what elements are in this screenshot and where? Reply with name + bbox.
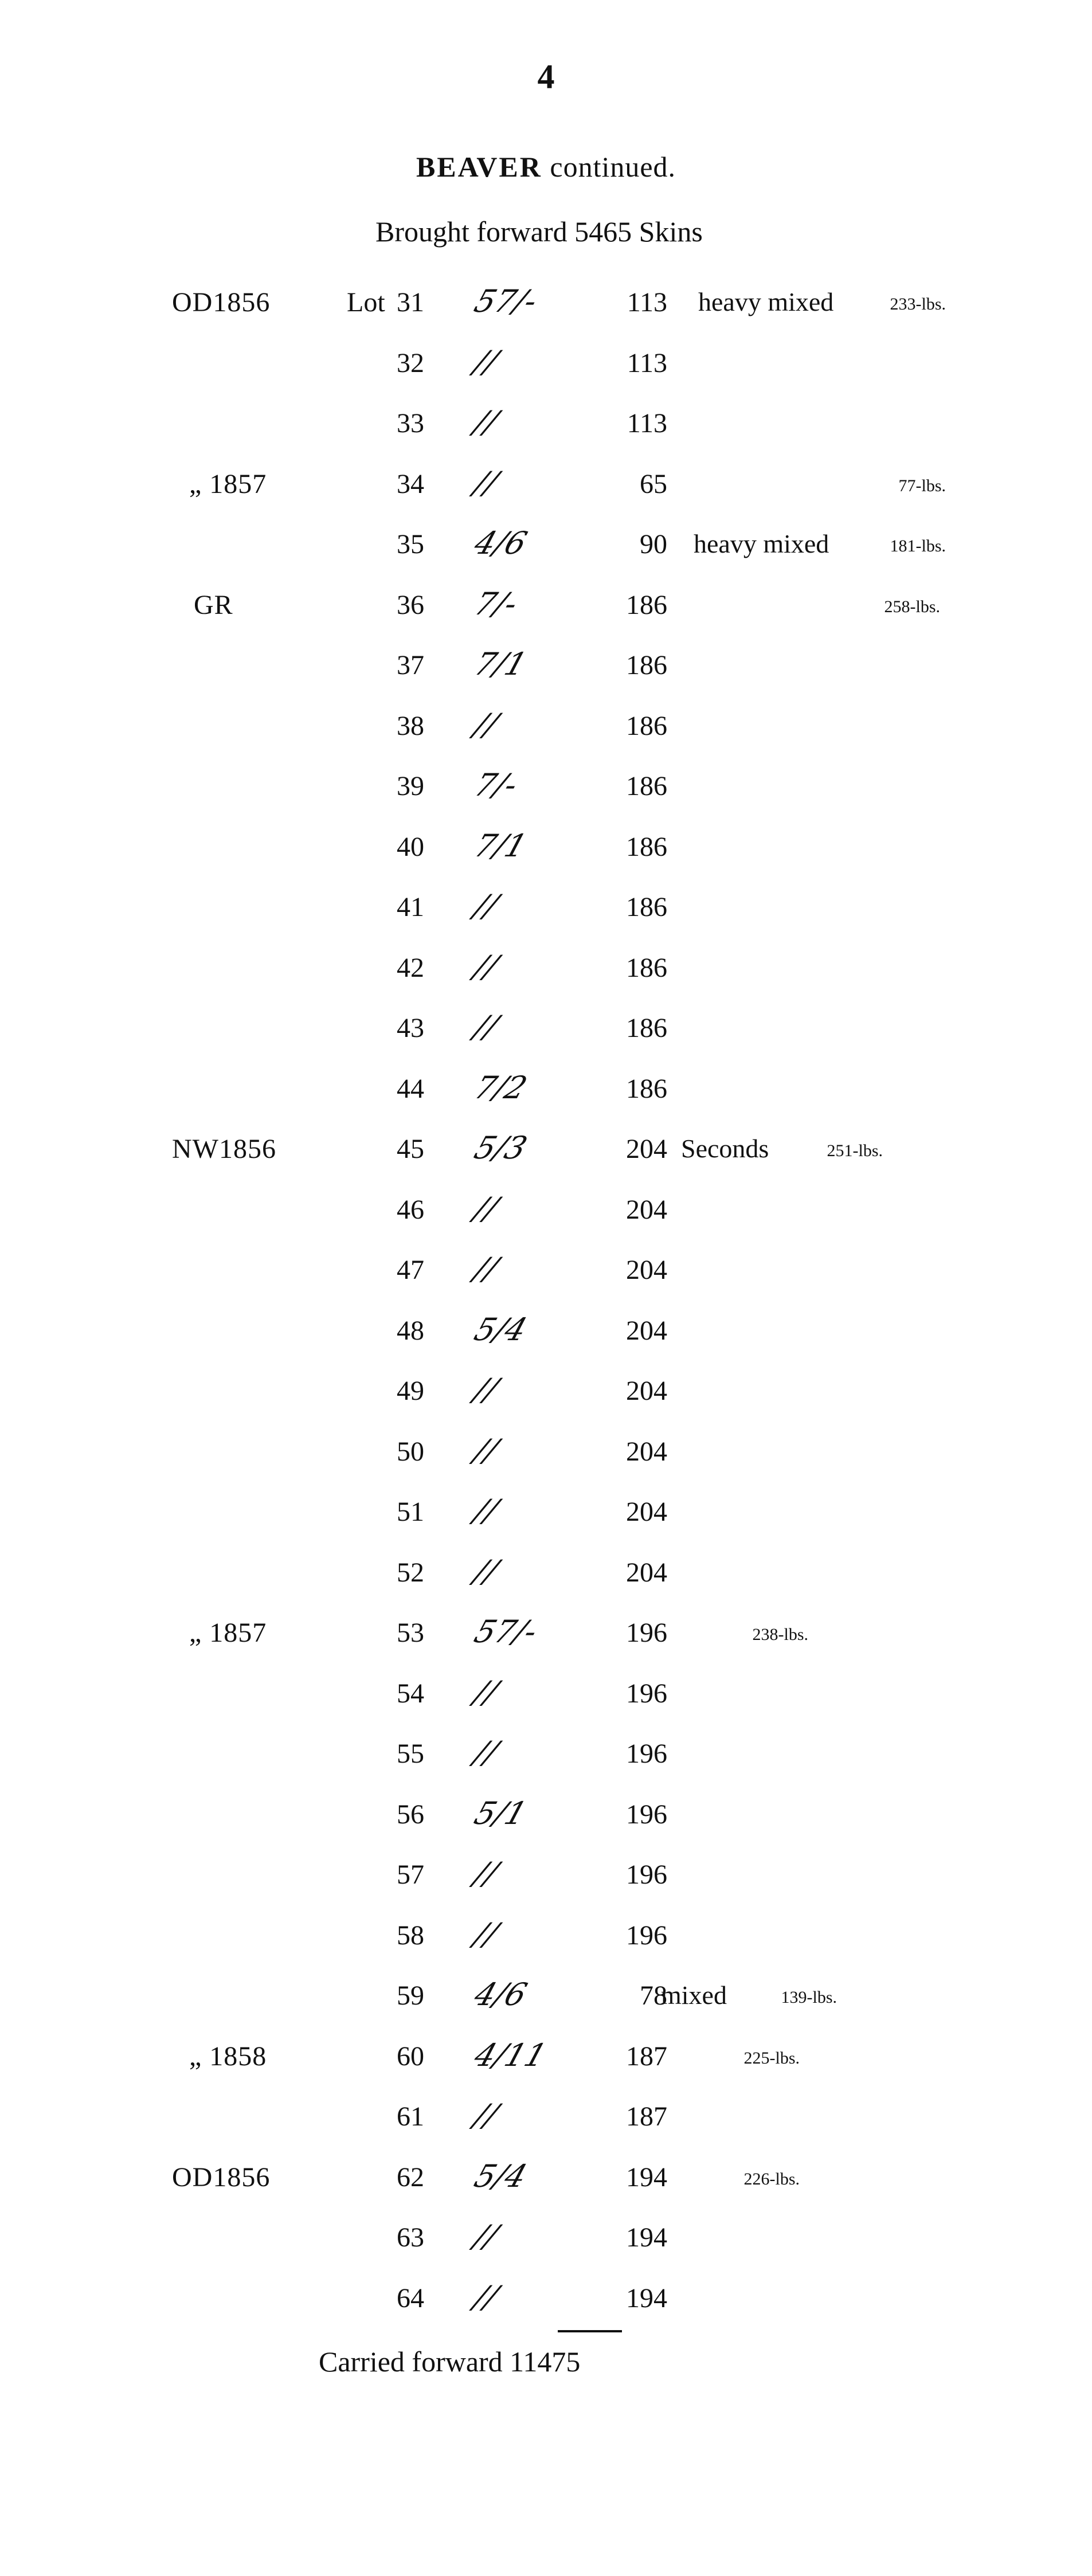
row-lot-number: 53 [397, 1618, 424, 1648]
row-lot-number: 52 [397, 1557, 424, 1588]
row-price-handwritten: // [469, 1553, 503, 1590]
row-weight: 226-lbs. [743, 2170, 800, 2189]
row-price-handwritten: // [469, 888, 503, 924]
row-mark: OD1856 [172, 2162, 271, 2193]
row-weight: 77-lbs. [898, 476, 946, 495]
row-weight: 181-lbs. [890, 537, 946, 555]
row-lot-number: 58 [397, 1920, 424, 1951]
row-skins-count: 186 [626, 650, 667, 680]
ledger-row [0, 1312, 1092, 1355]
ledger-row [0, 1130, 1092, 1173]
ledger-row [0, 1855, 1092, 1899]
row-description: mixed [661, 1980, 727, 2010]
heading-title: BEAVER [416, 151, 542, 183]
row-price-handwritten: 4/6 [469, 1976, 532, 2013]
row-skins-count: 204 [626, 1316, 667, 1346]
row-price-handwritten: 57/- [469, 1614, 542, 1650]
row-price-handwritten: // [469, 344, 503, 380]
row-skins-count: 187 [626, 2041, 667, 2072]
ledger-row [0, 1976, 1092, 2020]
row-lot-number: 37 [397, 650, 424, 680]
row-weight: 139-lbs. [781, 1988, 837, 2007]
ledger-row [0, 1251, 1092, 1294]
row-price-handwritten: // [469, 1916, 503, 1952]
row-lot-number: 63 [397, 2222, 424, 2253]
row-price-handwritten: 7/- [469, 767, 523, 803]
row-skins-count: 196 [626, 1799, 667, 1830]
row-price-handwritten: 7/1 [469, 828, 532, 864]
row-lot-number: 50 [397, 1436, 424, 1467]
ledger-row [0, 707, 1092, 750]
row-price-handwritten: // [469, 949, 503, 985]
row-price-handwritten: // [469, 1372, 503, 1408]
row-price-handwritten: // [469, 2097, 503, 2133]
row-lot-number: 47 [397, 1255, 424, 1285]
ledger-row [0, 646, 1092, 690]
ledger-row [0, 767, 1092, 811]
row-mark: NW1856 [172, 1134, 276, 1164]
ledger-row [0, 2097, 1092, 2141]
row-lot-number: 36 [397, 590, 424, 620]
ledger-row [0, 949, 1092, 992]
ledger-row [0, 1070, 1092, 1113]
row-weight: 238-lbs. [752, 1625, 808, 1644]
ledger-row [0, 2037, 1092, 2081]
row-price-handwritten: // [469, 1735, 503, 1771]
ledger-row [0, 1795, 1092, 1839]
row-price-handwritten: // [469, 1855, 503, 1892]
row-skins-count: 186 [626, 892, 667, 922]
row-skins-count: 196 [626, 1920, 667, 1951]
row-lot-number: 57 [397, 1859, 424, 1890]
ledger-row [0, 2158, 1092, 2202]
row-price-handwritten: 5/3 [469, 1130, 532, 1166]
ledger-row [0, 1432, 1092, 1476]
row-lot-number: 45 [397, 1134, 424, 1164]
row-price-handwritten: 7/1 [469, 646, 532, 682]
row-price-handwritten: 5/1 [469, 1795, 532, 1831]
row-skins-count: 194 [626, 2162, 667, 2193]
row-lot-number: 32 [397, 348, 424, 378]
row-skins-count: 204 [626, 1436, 667, 1467]
row-skins-count: 204 [626, 1557, 667, 1588]
row-price-handwritten: // [469, 2279, 503, 2315]
row-mark: „ 1858 [189, 2041, 267, 2072]
ledger-row [0, 888, 1092, 931]
row-price-handwritten: // [469, 465, 503, 501]
row-skins-count: 186 [626, 771, 667, 801]
row-price-handwritten: // [469, 1009, 503, 1045]
row-skins-count: 196 [626, 1739, 667, 1769]
row-skins-count: 65 [640, 469, 667, 499]
row-skins-count: 204 [626, 1195, 667, 1225]
row-price-handwritten: // [469, 404, 503, 440]
lot-word: Lot [347, 287, 385, 318]
row-lot-number: 56 [397, 1799, 424, 1830]
row-description: Seconds [681, 1134, 769, 1163]
row-skins-count: 194 [626, 2283, 667, 2313]
ledger-row [0, 404, 1092, 448]
ledger-row [0, 1614, 1092, 1657]
row-skins-count: 186 [626, 590, 667, 620]
total-rule [558, 2330, 622, 2332]
carried-forward: Carried forward 11475 [319, 2346, 581, 2378]
row-weight: 225-lbs. [743, 2049, 800, 2068]
row-price-handwritten: // [469, 707, 503, 743]
row-lot-number: 62 [397, 2162, 424, 2193]
row-price-handwritten: 4/6 [469, 525, 532, 561]
row-skins-count: 186 [626, 711, 667, 741]
row-lot-number: 60 [397, 2041, 424, 2072]
row-skins-count: 186 [626, 1013, 667, 1043]
ledger-row [0, 2279, 1092, 2323]
row-skins-count: 90 [640, 529, 667, 559]
row-lot-number: 41 [397, 892, 424, 922]
ledger-row [0, 283, 1092, 327]
row-mark: „ 1857 [189, 1618, 267, 1648]
row-price-handwritten: // [469, 2218, 503, 2254]
ledger-row [0, 525, 1092, 569]
row-skins-count: 196 [626, 1678, 667, 1709]
row-price-handwritten: 7/- [469, 586, 523, 622]
row-skins-count: 186 [626, 1074, 667, 1104]
row-lot-number: 39 [397, 771, 424, 801]
row-lot-number: 43 [397, 1013, 424, 1043]
row-mark: GR [194, 590, 233, 620]
heading-continued: continued. [550, 151, 676, 183]
row-lot-number: 64 [397, 2283, 424, 2313]
ledger-row [0, 1493, 1092, 1536]
row-price-handwritten: // [469, 1251, 503, 1287]
ledger-row [0, 828, 1092, 871]
ledger-row [0, 586, 1092, 629]
ledger-row [0, 1674, 1092, 1718]
row-skins-count: 186 [626, 832, 667, 862]
row-price-handwritten: // [469, 1674, 503, 1710]
row-lot-number: 51 [397, 1497, 424, 1527]
row-lot-number: 38 [397, 711, 424, 741]
row-price-handwritten: // [469, 1432, 503, 1469]
ledger-row [0, 344, 1092, 387]
ledger-row [0, 1191, 1092, 1234]
row-skins-count: 113 [627, 408, 667, 439]
row-lot-number: 33 [397, 408, 424, 439]
row-skins-count: 113 [627, 287, 667, 318]
row-skins-count: 196 [626, 1618, 667, 1648]
ledger-row [0, 1916, 1092, 1960]
row-lot-number: 42 [397, 953, 424, 983]
row-weight: 258-lbs. [884, 597, 940, 616]
row-skins-count: 204 [626, 1376, 667, 1406]
row-mark: OD1856 [172, 287, 271, 318]
row-mark: „ 1857 [189, 469, 267, 499]
row-lot-number: 55 [397, 1739, 424, 1769]
row-lot-number: 61 [397, 2101, 424, 2132]
page-number: 4 [537, 58, 555, 96]
row-price-handwritten: 5/4 [469, 1312, 532, 1348]
row-skins-count: 113 [627, 348, 667, 378]
row-lot-number: 40 [397, 832, 424, 862]
row-skins-count: 187 [626, 2101, 667, 2132]
ledger-row [0, 1735, 1092, 1778]
ledger-row [0, 2218, 1092, 2262]
row-weight: 251-lbs. [827, 1141, 883, 1160]
row-price-handwritten: 57/- [469, 283, 542, 319]
row-lot-number: 54 [397, 1678, 424, 1709]
section-heading [0, 150, 1092, 183]
row-description: heavy mixed [694, 529, 829, 558]
row-weight: 233-lbs. [890, 295, 946, 314]
row-lot-number: 34 [397, 469, 424, 499]
row-skins-count: 78 [640, 1980, 667, 2011]
row-skins-count: 196 [626, 1859, 667, 1890]
ledger-row [0, 1372, 1092, 1415]
ledger-row [0, 1553, 1092, 1597]
row-price-handwritten: // [469, 1191, 503, 1227]
row-price-handwritten: 4/11 [469, 2037, 551, 2073]
row-description: heavy mixed [698, 287, 834, 316]
row-lot-number: 59 [397, 1980, 424, 2011]
ledger-row [0, 1009, 1092, 1052]
row-lot-number: 31 [397, 287, 424, 318]
row-lot-number: 48 [397, 1316, 424, 1346]
row-lot-number: 46 [397, 1195, 424, 1225]
row-skins-count: 194 [626, 2222, 667, 2253]
row-skins-count: 204 [626, 1255, 667, 1285]
brought-forward: Brought forward 5465 Skins [375, 216, 703, 248]
ledger-row [0, 465, 1092, 508]
row-price-handwritten: 7/2 [469, 1070, 532, 1106]
row-lot-number: 49 [397, 1376, 424, 1406]
row-skins-count: 186 [626, 953, 667, 983]
row-price-handwritten: // [469, 1493, 503, 1529]
row-lot-number: 44 [397, 1074, 424, 1104]
row-lot-number: 35 [397, 529, 424, 559]
row-skins-count: 204 [626, 1134, 667, 1164]
row-skins-count: 204 [626, 1497, 667, 1527]
row-price-handwritten: 5/4 [469, 2158, 532, 2194]
